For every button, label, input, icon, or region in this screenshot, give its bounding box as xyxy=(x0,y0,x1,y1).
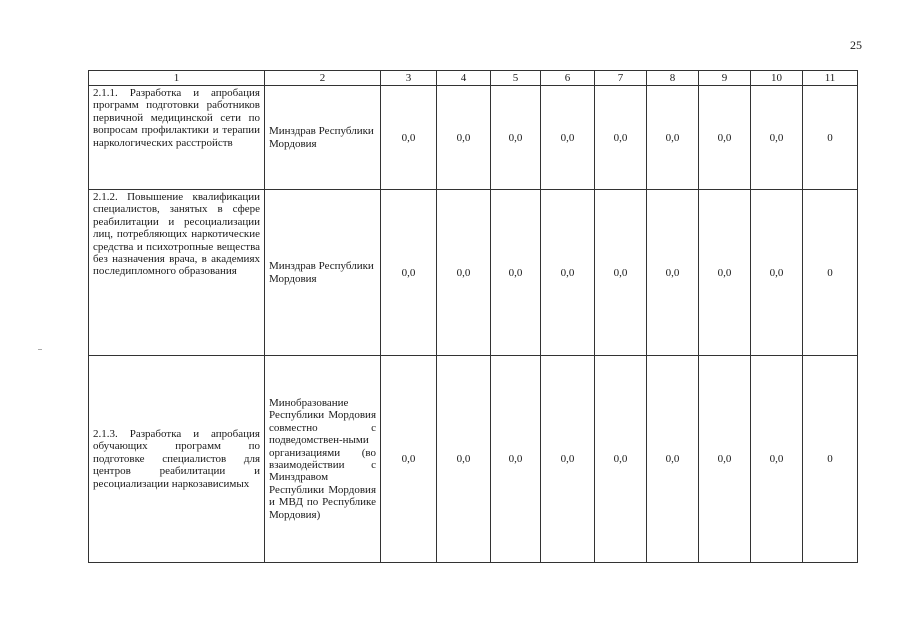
table-row xyxy=(89,356,858,563)
value-cell: 0,0 xyxy=(491,86,541,190)
column-header-5: 5 xyxy=(491,71,541,86)
value-cell: 0 xyxy=(803,190,858,356)
value-cell: 0,0 xyxy=(541,190,595,356)
value-cell: 0,0 xyxy=(751,356,803,563)
value-cell: 0,0 xyxy=(437,86,491,190)
header-row xyxy=(89,71,858,86)
row-description: 2.1.1. Разработка и апробация программ подготовки работников первичной медицинской сети по вопросам профилактики и терапии наркологических расстройств xyxy=(89,86,265,190)
row-organization: Минобразование Республики Мордовия совместно с подведомствен-ными организациями (во взаимодействии с Минздравом Республики Мордовия и МВД по Республике Мордовия) xyxy=(265,356,381,563)
value-cell: 0,0 xyxy=(541,86,595,190)
column-header-9: 9 xyxy=(699,71,751,86)
column-header-3: 3 xyxy=(381,71,437,86)
data-table xyxy=(88,70,858,563)
value-cell: 0,0 xyxy=(381,356,437,563)
row-description: 2.1.2. Повышение квалификации специалистов, занятых в сфере реабилитации и ресоциализации лиц, потребляющих наркотические средства и психотропные вещества без назначения врача, в академиях последипломного образования xyxy=(89,190,265,356)
value-cell: 0 xyxy=(803,86,858,190)
row-organization: Минздрав Республики Мордовия xyxy=(265,86,381,190)
value-cell: 0,0 xyxy=(595,190,647,356)
column-header-10: 10 xyxy=(751,71,803,86)
value-cell: 0,0 xyxy=(595,356,647,563)
column-header-4: 4 xyxy=(437,71,491,86)
table-row xyxy=(89,86,858,190)
value-cell: 0,0 xyxy=(647,190,699,356)
value-cell: 0,0 xyxy=(541,356,595,563)
value-cell: 0,0 xyxy=(647,356,699,563)
table-row xyxy=(89,190,858,356)
value-cell: 0,0 xyxy=(699,356,751,563)
column-header-1: 1 xyxy=(89,71,265,86)
value-cell: 0,0 xyxy=(381,190,437,356)
value-cell: 0,0 xyxy=(381,86,437,190)
value-cell: 0,0 xyxy=(699,86,751,190)
value-cell: 0,0 xyxy=(491,190,541,356)
value-cell: 0,0 xyxy=(647,86,699,190)
page-number: 25 xyxy=(850,38,862,52)
column-header-6: 6 xyxy=(541,71,595,86)
value-cell: 0,0 xyxy=(699,190,751,356)
value-cell: 0,0 xyxy=(595,86,647,190)
row-organization: Минздрав Республики Мордовия xyxy=(265,190,381,356)
value-cell: 0 xyxy=(803,356,858,563)
value-cell: 0,0 xyxy=(751,86,803,190)
margin-mark xyxy=(38,349,42,350)
value-cell: 0,0 xyxy=(491,356,541,563)
row-description: 2.1.3. Разработка и апробация обучающих программ по подготовке специалистов для центров реабилитации и ресоциализации наркозависимых xyxy=(89,356,265,563)
column-header-11: 11 xyxy=(803,71,858,86)
column-header-2: 2 xyxy=(265,71,381,86)
value-cell: 0,0 xyxy=(437,190,491,356)
value-cell: 0,0 xyxy=(751,190,803,356)
column-header-7: 7 xyxy=(595,71,647,86)
value-cell: 0,0 xyxy=(437,356,491,563)
column-header-8: 8 xyxy=(647,71,699,86)
